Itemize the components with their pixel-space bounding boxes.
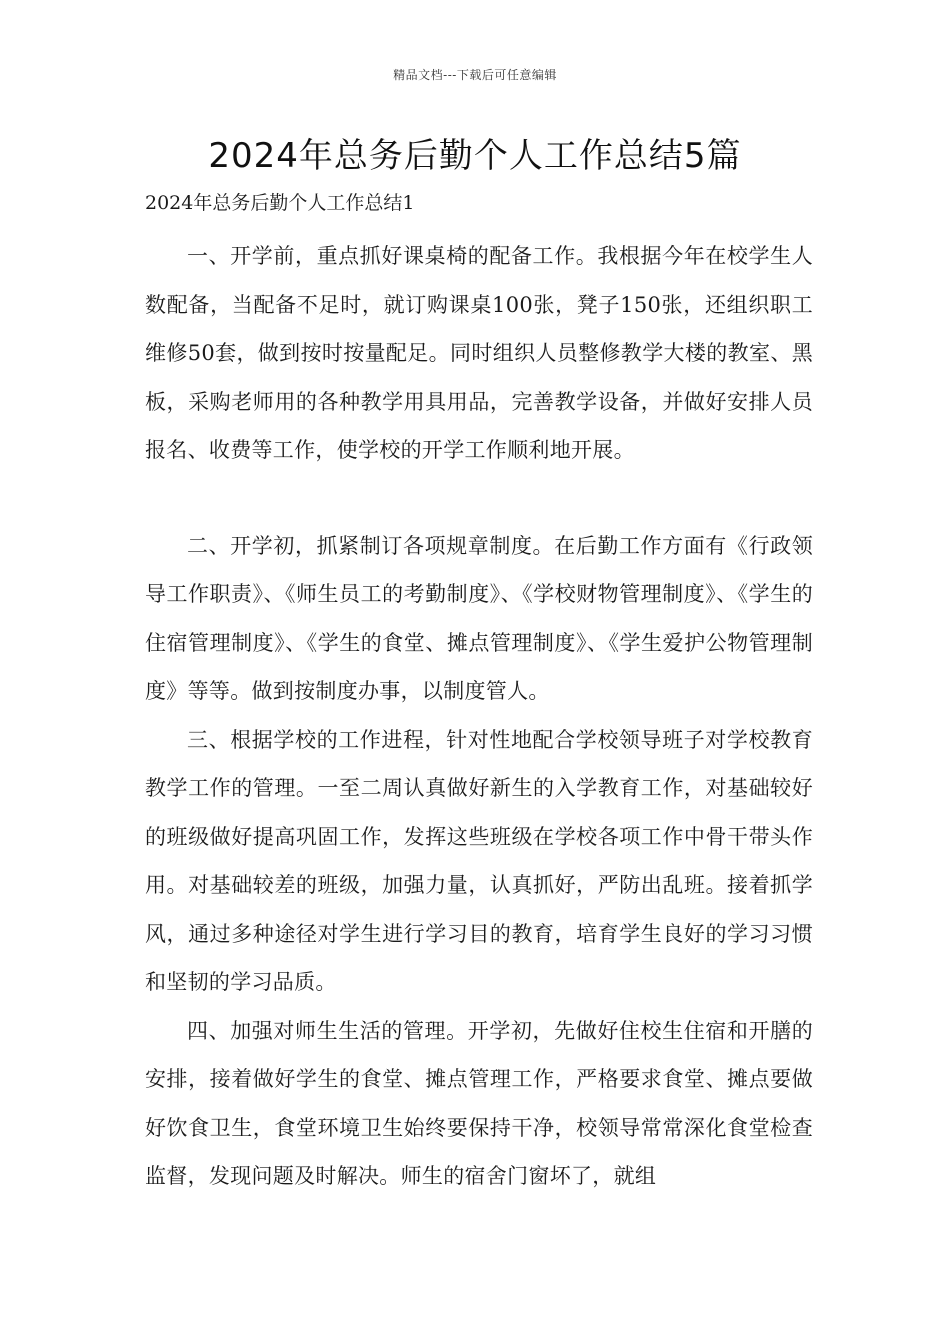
paragraph-4: 四、加强对师生生活的管理。开学初，先做好住校生住宿和开膳的安排，接着做好学生的食堂、摊点管理工作，严格要求食堂、摊点要做好饮食卫生，食堂环境卫生始终要保持干净，校领导常常深化食堂检查监督，发现问题及时解决。师生的宿舍门窗坏了，就组: [145, 1018, 813, 1188]
section-subtitle: 2024年总务后勤个人工作总结1: [145, 192, 415, 214]
document-body: [145, 232, 813, 1201]
paragraph-3: 三、根据学校的工作进程，针对性地配合学校领导班子对学校教育教学工作的管理。一至二周认真做好新生的入学教育工作，对基础较好的班级做好提高巩固工作，发挥这些班级在学校各项工作中骨干带头作用。对基础较差的班级，加强力量，认真抓好，严防出乱班。接着抓学风，通过多种途径对学生进行学习目的教育，培育学生良好的学习习惯和坚韧的学习品质。: [145, 727, 813, 994]
document-title: 2024年总务后勤个人工作总结5篇: [208, 136, 742, 176]
paragraph-2: 二、开学初，抓紧制订各项规章制度。在后勤工作方面有《行政领导工作职责》、《师生员工的考勤制度》、《学校财物管理制度》、《学生的住宿管理制度》、《学生的食堂、摊点管理制度》、《学生爱护公物管理制度》等等。做到按制度办事，以制度管人。: [145, 533, 813, 703]
paragraph-1: 一、开学前，重点抓好课桌椅的配备工作。我根据今年在校学生人数配备，当配备不足时，就订购课桌100张，凳子150张，还组织职工维修50套，做到按时按量配足。同时组织人员整修教学大楼的教室、黑板，采购老师用的各种教学用具用品，完善教学设备，并做好安排人员报名、收费等工作，使学校的开学工作顺利地开展。: [145, 244, 813, 462]
header-note: 精品文档---下载后可任意编辑: [393, 68, 557, 82]
